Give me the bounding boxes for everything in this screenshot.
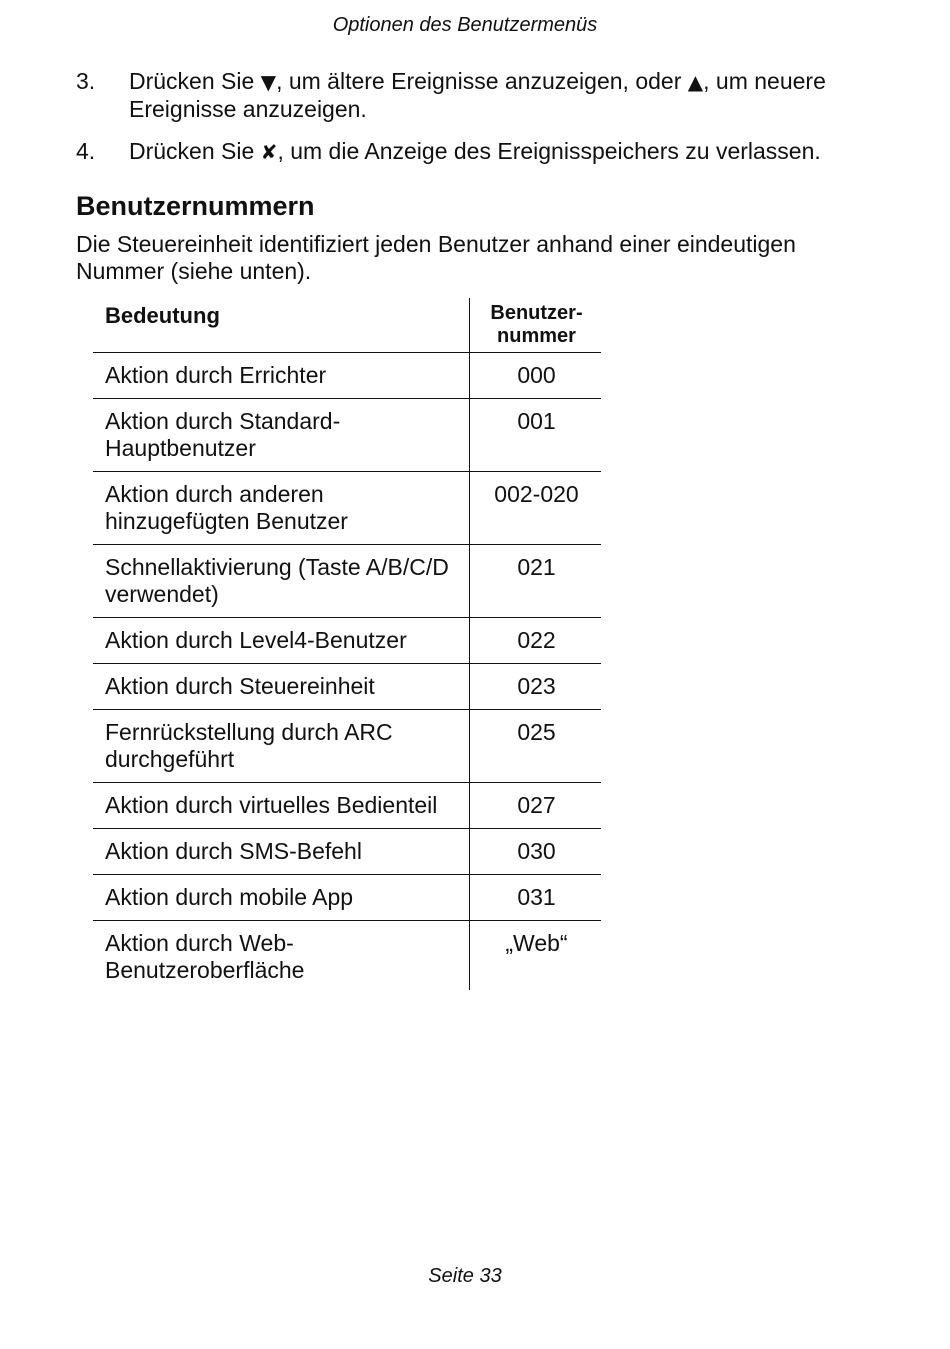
section-intro: Die Steuereinheit identifiziert jeden Benutzer anhand einer eindeutigen Nummer (siehe unten). [76, 231, 796, 284]
step-number: 3. [76, 68, 96, 94]
running-header: Optionen des Benutzermenüs [332, 14, 598, 36]
table-row [93, 618, 601, 664]
cell-user-number: 002-020 [470, 472, 602, 545]
table-row [93, 875, 601, 921]
column-header-number [470, 298, 602, 353]
x-icon: ✘ [260, 140, 278, 164]
table-row [93, 921, 601, 991]
triangle-down-icon: ▼ [260, 70, 277, 94]
column-header-number-line: Benutzer- [490, 302, 583, 324]
cell-user-number: „Web“ [505, 930, 568, 956]
cell-meaning: Aktion durch anderen hinzugefügten Benutzer [93, 472, 470, 545]
triangle-up-icon: ▲ [687, 70, 704, 94]
table-row [93, 399, 601, 472]
step-text-part: Drücken Sie [129, 68, 261, 94]
cell-user-number: 031 [470, 875, 602, 921]
cell-meaning: Fernrückstellung durch ARC durchgeführt [93, 710, 470, 783]
table-row [93, 664, 601, 710]
step-text [129, 68, 876, 123]
table-row [93, 829, 601, 875]
user-number-table [93, 298, 601, 990]
cell-user-number: 021 [470, 545, 602, 618]
cell-meaning: Schnellaktivierung (Taste A/B/C/D verwendet) [93, 545, 470, 618]
table-row [93, 472, 601, 545]
column-header-number-line: nummer [497, 325, 576, 347]
table-body [93, 353, 601, 991]
step-text-part: , um neuere Ereignisse anzuzeigen. [129, 68, 826, 122]
cell-meaning: Aktion durch virtuelles Bedienteil [93, 783, 470, 829]
cell-user-number: 025 [470, 710, 602, 783]
step-number: 4. [76, 138, 96, 164]
cell-user-number: 027 [470, 783, 602, 829]
cell-meaning: Aktion durch Steuereinheit [93, 664, 470, 710]
section-heading: Benutzernummern [76, 191, 315, 221]
cell-user-number: 030 [470, 829, 602, 875]
cell-meaning: Aktion durch Level4-Benutzer [93, 618, 470, 664]
cell-user-number: 001 [470, 399, 602, 472]
table-row [93, 545, 601, 618]
cell-meaning: Aktion durch SMS-Befehl [93, 829, 470, 875]
table-header-row [93, 298, 601, 353]
step-text [129, 138, 876, 166]
table-row [93, 353, 601, 399]
step-3 [76, 68, 876, 123]
cell-meaning: Aktion durch Web-Benutzeroberfläche [93, 921, 470, 991]
instruction-steps [76, 68, 876, 181]
step-text-part: , um ältere Ereignisse anzuzeigen, oder [276, 68, 688, 94]
cell-meaning: Aktion durch mobile App [93, 875, 470, 921]
cell-user-number: 023 [470, 664, 602, 710]
table-row [93, 783, 601, 829]
page-number: Seite 33 [428, 1265, 502, 1287]
step-4 [76, 138, 876, 166]
cell-user-number: 022 [470, 618, 602, 664]
cell-meaning: Aktion durch Errichter [93, 353, 470, 399]
step-text-part: , um die Anzeige des Ereignisspeichers zu verlassen. [277, 138, 821, 164]
step-text-part: Drücken Sie [129, 138, 261, 164]
cell-user-number: 000 [470, 353, 602, 399]
table-row [93, 710, 601, 783]
column-header-meaning: Bedeutung [93, 298, 470, 353]
cell-meaning: Aktion durch Standard-Hauptbenutzer [93, 399, 470, 472]
